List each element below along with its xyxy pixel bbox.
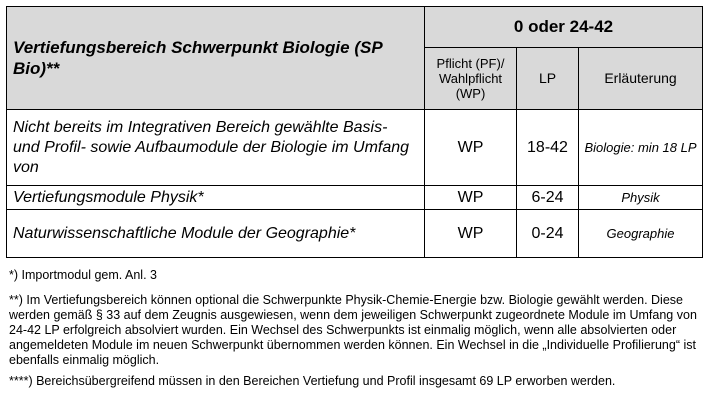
credit-range: 0 oder 24-42	[425, 7, 703, 48]
row-label: Naturwissenschaftliche Module der Geographie*	[7, 210, 425, 258]
table-row	[7, 210, 703, 258]
footnote-import: *) Importmodul gem. Anl. 3	[9, 268, 157, 282]
row-lp: 18-42	[517, 110, 579, 186]
table-title: Vertiefungsbereich Schwerpunkt Biologie (SP Bio)**	[7, 7, 425, 110]
footnote-focus: **) Im Vertiefungsbereich können optional die Schwerpunkte Physik-Chemie-Energie bzw. Biologie gewählt werden. Diese werden gemäß § 33 auf dem Zeugnis ausgewiesen, wenn dem jeweiligen Schwerpunkt zugeordnete Module im Umfang von 24-42 LP erfolgreich absolviert wurden. Ein Wechsel des Schwerpunkts ist einmalig möglich, wenn alle absolvierten oder angemeldeten Module im neuen Schwerpunkt übernommen werden können. Ein Wechsel in die „Individuelle Profilierung“ ist ebenfalls einmalig möglich.	[9, 293, 697, 367]
table-row	[7, 110, 703, 186]
column-header-type: Pflicht (PF)/ Wahlpflicht (WP)	[425, 48, 517, 110]
row-type: WP	[425, 110, 517, 186]
row-note: Geographie	[579, 210, 703, 258]
row-lp: 0-24	[517, 210, 579, 258]
module-table	[6, 6, 703, 258]
row-lp: 6-24	[517, 186, 579, 210]
footnotes	[9, 268, 701, 389]
footnote-total: ****) Bereichsübergreifend müssen in den Bereichen Vertiefung und Profil insgesamt 69 LP erworben werden.	[9, 374, 616, 388]
row-type: WP	[425, 186, 517, 210]
row-label: Vertiefungsmodule Physik*	[7, 186, 425, 210]
row-type: WP	[425, 210, 517, 258]
row-note: Biologie: min 18 LP	[579, 110, 703, 186]
row-label: Nicht bereits im Integrativen Bereich gewählte Basis- und Profil- sowie Aufbaumodule der Biologie im Umfang von	[7, 110, 425, 186]
column-header-lp: LP	[517, 48, 579, 110]
row-note: Physik	[579, 186, 703, 210]
column-header-note: Erläuterung	[579, 48, 703, 110]
table-row	[7, 186, 703, 210]
